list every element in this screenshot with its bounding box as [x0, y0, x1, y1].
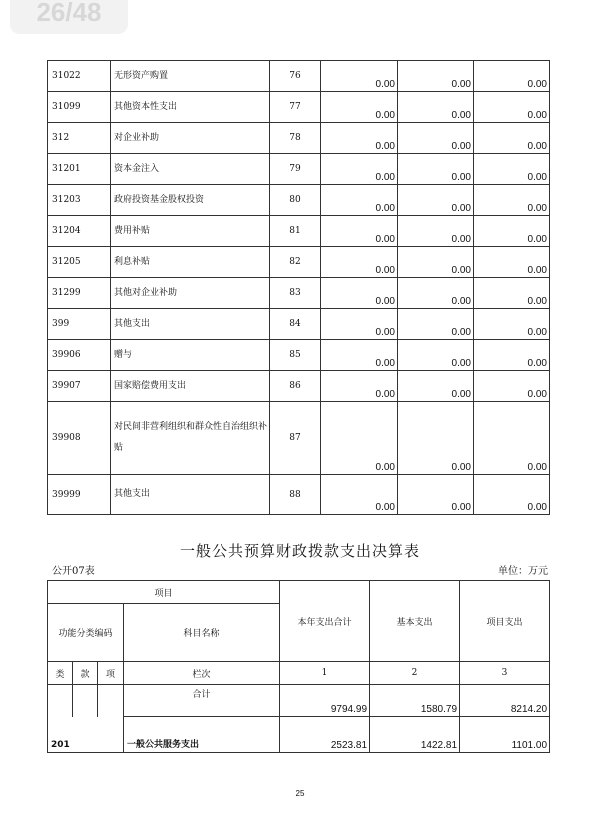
row-code: 39907 — [48, 371, 111, 402]
row-code: 31022 — [48, 61, 111, 92]
row-value-project: 0.00 — [474, 185, 550, 216]
header-project: 项目 — [48, 581, 280, 604]
row-value-basic: 0.00 — [398, 247, 474, 278]
table-row — [48, 154, 550, 185]
row-value-project: 0.00 — [474, 309, 550, 340]
table-row — [48, 717, 550, 753]
header-project-expenditure: 项目支出 — [460, 581, 550, 662]
row-column-number: 88 — [270, 475, 321, 515]
header-row-3 — [48, 662, 550, 685]
row-code: 31099 — [48, 92, 111, 123]
table-row — [48, 92, 550, 123]
total-row — [48, 685, 550, 717]
row-code: 39999 — [48, 475, 111, 515]
row-value-project: 0.00 — [474, 61, 550, 92]
total-sum: 9794.99 — [280, 685, 370, 717]
table-row — [48, 61, 550, 92]
row-column-number: 85 — [270, 340, 321, 371]
header-total: 本年支出合计 — [280, 581, 370, 662]
row-value-basic: 0.00 — [398, 61, 474, 92]
row-name: 政府投资基金股权投资 — [111, 185, 270, 216]
header-col-3: 3 — [460, 662, 550, 685]
table-title: 一般公共预算财政拨款支出决算表 — [179, 542, 420, 560]
header-basic: 基本支出 — [370, 581, 460, 662]
row-column-number: 80 — [270, 185, 321, 216]
row-column-number: 82 — [270, 247, 321, 278]
row-column-number: 83 — [270, 278, 321, 309]
page-counter-badge: 26/48 — [10, 0, 128, 34]
row-code: 201 — [48, 717, 124, 753]
row-value-total: 0.00 — [321, 154, 398, 185]
page-number: 25 — [295, 789, 305, 798]
header-subject-name: 科目名称 — [124, 604, 280, 662]
expenditure-detail-table — [47, 60, 550, 515]
row-name: 利息补贴 — [111, 247, 270, 278]
table-row — [48, 247, 550, 278]
row-value-total: 0.00 — [321, 123, 398, 154]
header-func-code: 功能分类编码 — [48, 604, 124, 662]
row-value-project: 0.00 — [474, 216, 550, 247]
row-value-total: 0.00 — [321, 185, 398, 216]
row-code: 312 — [48, 123, 111, 154]
row-code: 31205 — [48, 247, 111, 278]
row-value-basic: 0.00 — [398, 123, 474, 154]
table-row — [48, 123, 550, 154]
row-code: 31203 — [48, 185, 111, 216]
row-name: 一般公共服务支出 — [124, 717, 280, 753]
row-column-number: 84 — [270, 309, 321, 340]
row-column-number: 76 — [270, 61, 321, 92]
row-value-project: 0.00 — [474, 340, 550, 371]
row-code: 31299 — [48, 278, 111, 309]
header-kuan: 款 — [73, 662, 98, 685]
row-name: 国家赔偿费用支出 — [111, 371, 270, 402]
total-project: 8214.20 — [460, 685, 550, 717]
row-value-total: 0.00 — [321, 402, 398, 475]
row-value-basic: 0.00 — [398, 216, 474, 247]
row-value-total: 0.00 — [321, 216, 398, 247]
row-value-project: 0.00 — [474, 402, 550, 475]
row-value-project: 0.00 — [474, 123, 550, 154]
row-column-number: 77 — [270, 92, 321, 123]
row-value-total: 0.00 — [321, 309, 398, 340]
header-lei: 类 — [48, 662, 73, 685]
row-value-project: 0.00 — [474, 92, 550, 123]
row-name: 资本金注入 — [111, 154, 270, 185]
row-value-total: 0.00 — [321, 371, 398, 402]
row-basic: 1422.81 — [370, 717, 460, 753]
row-value-basic: 0.00 — [398, 185, 474, 216]
row-name: 无形资产购置 — [111, 61, 270, 92]
row-name: 其他支出 — [111, 475, 270, 515]
table-row — [48, 185, 550, 216]
header-row-1 — [48, 581, 550, 604]
row-value-basic: 0.00 — [398, 475, 474, 515]
row-name: 对民间非营利组织和群众性自治组织补贴 — [111, 402, 270, 475]
row-column-number: 79 — [270, 154, 321, 185]
total-basic: 1580.79 — [370, 685, 460, 717]
header-col-1: 1 — [280, 662, 370, 685]
row-value-basic: 0.00 — [398, 154, 474, 185]
row-column-number: 78 — [270, 123, 321, 154]
row-column-number: 81 — [270, 216, 321, 247]
row-column-number: 86 — [270, 371, 321, 402]
row-value-total: 0.00 — [321, 340, 398, 371]
row-value-total: 0.00 — [321, 92, 398, 123]
row-project: 1101.00 — [460, 717, 550, 753]
row-value-basic: 0.00 — [398, 340, 474, 371]
table-row — [48, 475, 550, 515]
table-row — [48, 402, 550, 475]
row-code: 39908 — [48, 402, 111, 475]
table-row — [48, 371, 550, 402]
row-value-total: 0.00 — [321, 475, 398, 515]
table-row — [48, 216, 550, 247]
row-name: 其他资本性支出 — [111, 92, 270, 123]
row-value-total: 0.00 — [321, 247, 398, 278]
row-value-project: 0.00 — [474, 371, 550, 402]
table-row — [48, 309, 550, 340]
header-lanci: 栏次 — [124, 662, 280, 685]
table-row — [48, 340, 550, 371]
row-value-basic: 0.00 — [398, 92, 474, 123]
general-budget-expenditure-table — [47, 580, 550, 753]
row-name: 对企业补助 — [111, 123, 270, 154]
header-xiang: 项 — [98, 662, 124, 685]
row-value-project: 0.00 — [474, 247, 550, 278]
row-value-total: 0.00 — [321, 61, 398, 92]
row-name: 赠与 — [111, 340, 270, 371]
row-value-basic: 0.00 — [398, 371, 474, 402]
header-col-2: 2 — [370, 662, 460, 685]
row-value-project: 0.00 — [474, 278, 550, 309]
row-value-total: 0.00 — [321, 278, 398, 309]
row-name: 费用补贴 — [111, 216, 270, 247]
row-column-number: 87 — [270, 402, 321, 475]
row-value-basic: 0.00 — [398, 278, 474, 309]
row-name: 其他支出 — [111, 309, 270, 340]
row-value-project: 0.00 — [474, 154, 550, 185]
total-label: 合计 — [124, 685, 280, 717]
row-total: 2523.81 — [280, 717, 370, 753]
row-code: 31204 — [48, 216, 111, 247]
row-code: 39906 — [48, 340, 111, 371]
row-name: 其他对企业补助 — [111, 278, 270, 309]
row-value-basic: 0.00 — [398, 309, 474, 340]
row-value-project: 0.00 — [474, 475, 550, 515]
table-row — [48, 278, 550, 309]
row-code: 399 — [48, 309, 111, 340]
row-code: 31201 — [48, 154, 111, 185]
table-number-label: 公开07表 — [52, 566, 95, 577]
row-value-basic: 0.00 — [398, 402, 474, 475]
unit-label: 单位：万元 — [498, 566, 548, 577]
